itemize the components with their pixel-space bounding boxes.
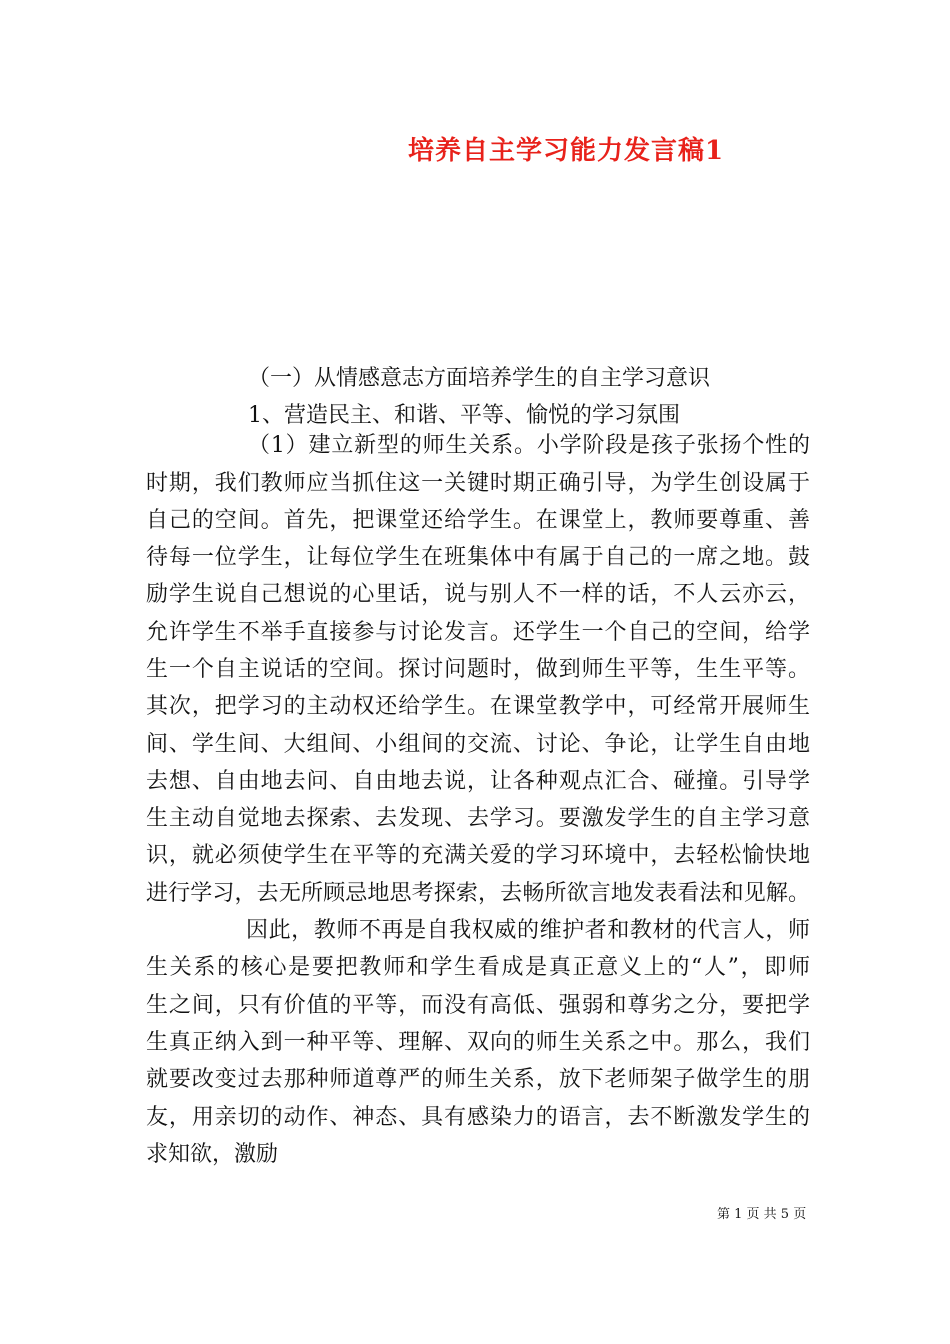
paragraph-line: 去想、自由地去问、自由地去说，让各种观点汇合、碰撞。引导学 [146,769,810,794]
paragraph-line: 时期，我们教师应当抓住这一关键时期正确引导，为学生创设属于 [146,471,810,496]
sub-heading: 1、营造民主、和谐、平等、愉悦的学习氛围 [248,403,680,428]
paragraph-line: 待每一位学生，让每位学生在班集体中有属于自己的一席之地。鼓 [146,545,810,570]
paragraph-line: 自己的空间。首先，把课堂还给学生。在课堂上，教师要尊重、善 [146,508,810,533]
paragraph-line: 生之间，只有价值的平等，而没有高低、强弱和尊劣之分，要把学 [146,993,810,1018]
paragraph-line: 其次，把学习的主动权还给学生。在课堂教学中，可经常开展师生 [146,694,810,719]
paragraph-line: 进行学习，去无所顾忌地思考探索，去畅所欲言地发表看法和见解。 [146,881,810,906]
paragraph-line: 友，用亲切的动作、神态、具有感染力的语言，去不断激发学生的 [146,1105,810,1130]
paragraph-line: 允许学生不举手直接参与讨论发言。还学生一个自己的空间，给学 [146,620,810,645]
paragraph-line: 生主动自觉地去探索、去发现、去学习。要激发学生的自主学习意 [146,806,810,831]
paragraph-line: 生真正纳入到一种平等、理解、双向的师生关系之中。那么，我们 [146,1030,810,1055]
document-title: 培养自主学习能力发言稿1 [407,136,725,166]
paragraph-line: 求知欲，激励 [146,1142,279,1167]
paragraph-line: 识，就必须使学生在平等的充满关爱的学习环境中，去轻松愉快地 [146,843,810,868]
page-number: 第 1 页 共 5 页 [717,1207,807,1222]
section-heading: （一）从情感意志方面培养学生的自主学习意识 [248,366,711,391]
paragraph-line: 间、学生间、大组间、小组间的交流、讨论、争论，让学生自由地 [146,732,810,757]
paragraph-line: 生一个自主说话的空间。探讨问题时，做到师生平等，生生平等。 [146,657,810,682]
paragraph-line: 因此，教师不再是自我权威的维护者和教材的代言人，师 [246,918,810,943]
paragraph-line: 就要改变过去那种师道尊严的师生关系，放下老师架子做学生的朋 [146,1067,810,1092]
paragraph-line: （1）建立新型的师生关系。小学阶段是孩子张扬个性的 [248,433,810,458]
paragraph-line: 生关系的核心是要把教师和学生看成是真正意义上的“人”，即师 [146,955,810,980]
paragraph-line: 励学生说自己想说的心里话，说与别人不一样的话，不人云亦云， [146,582,810,607]
